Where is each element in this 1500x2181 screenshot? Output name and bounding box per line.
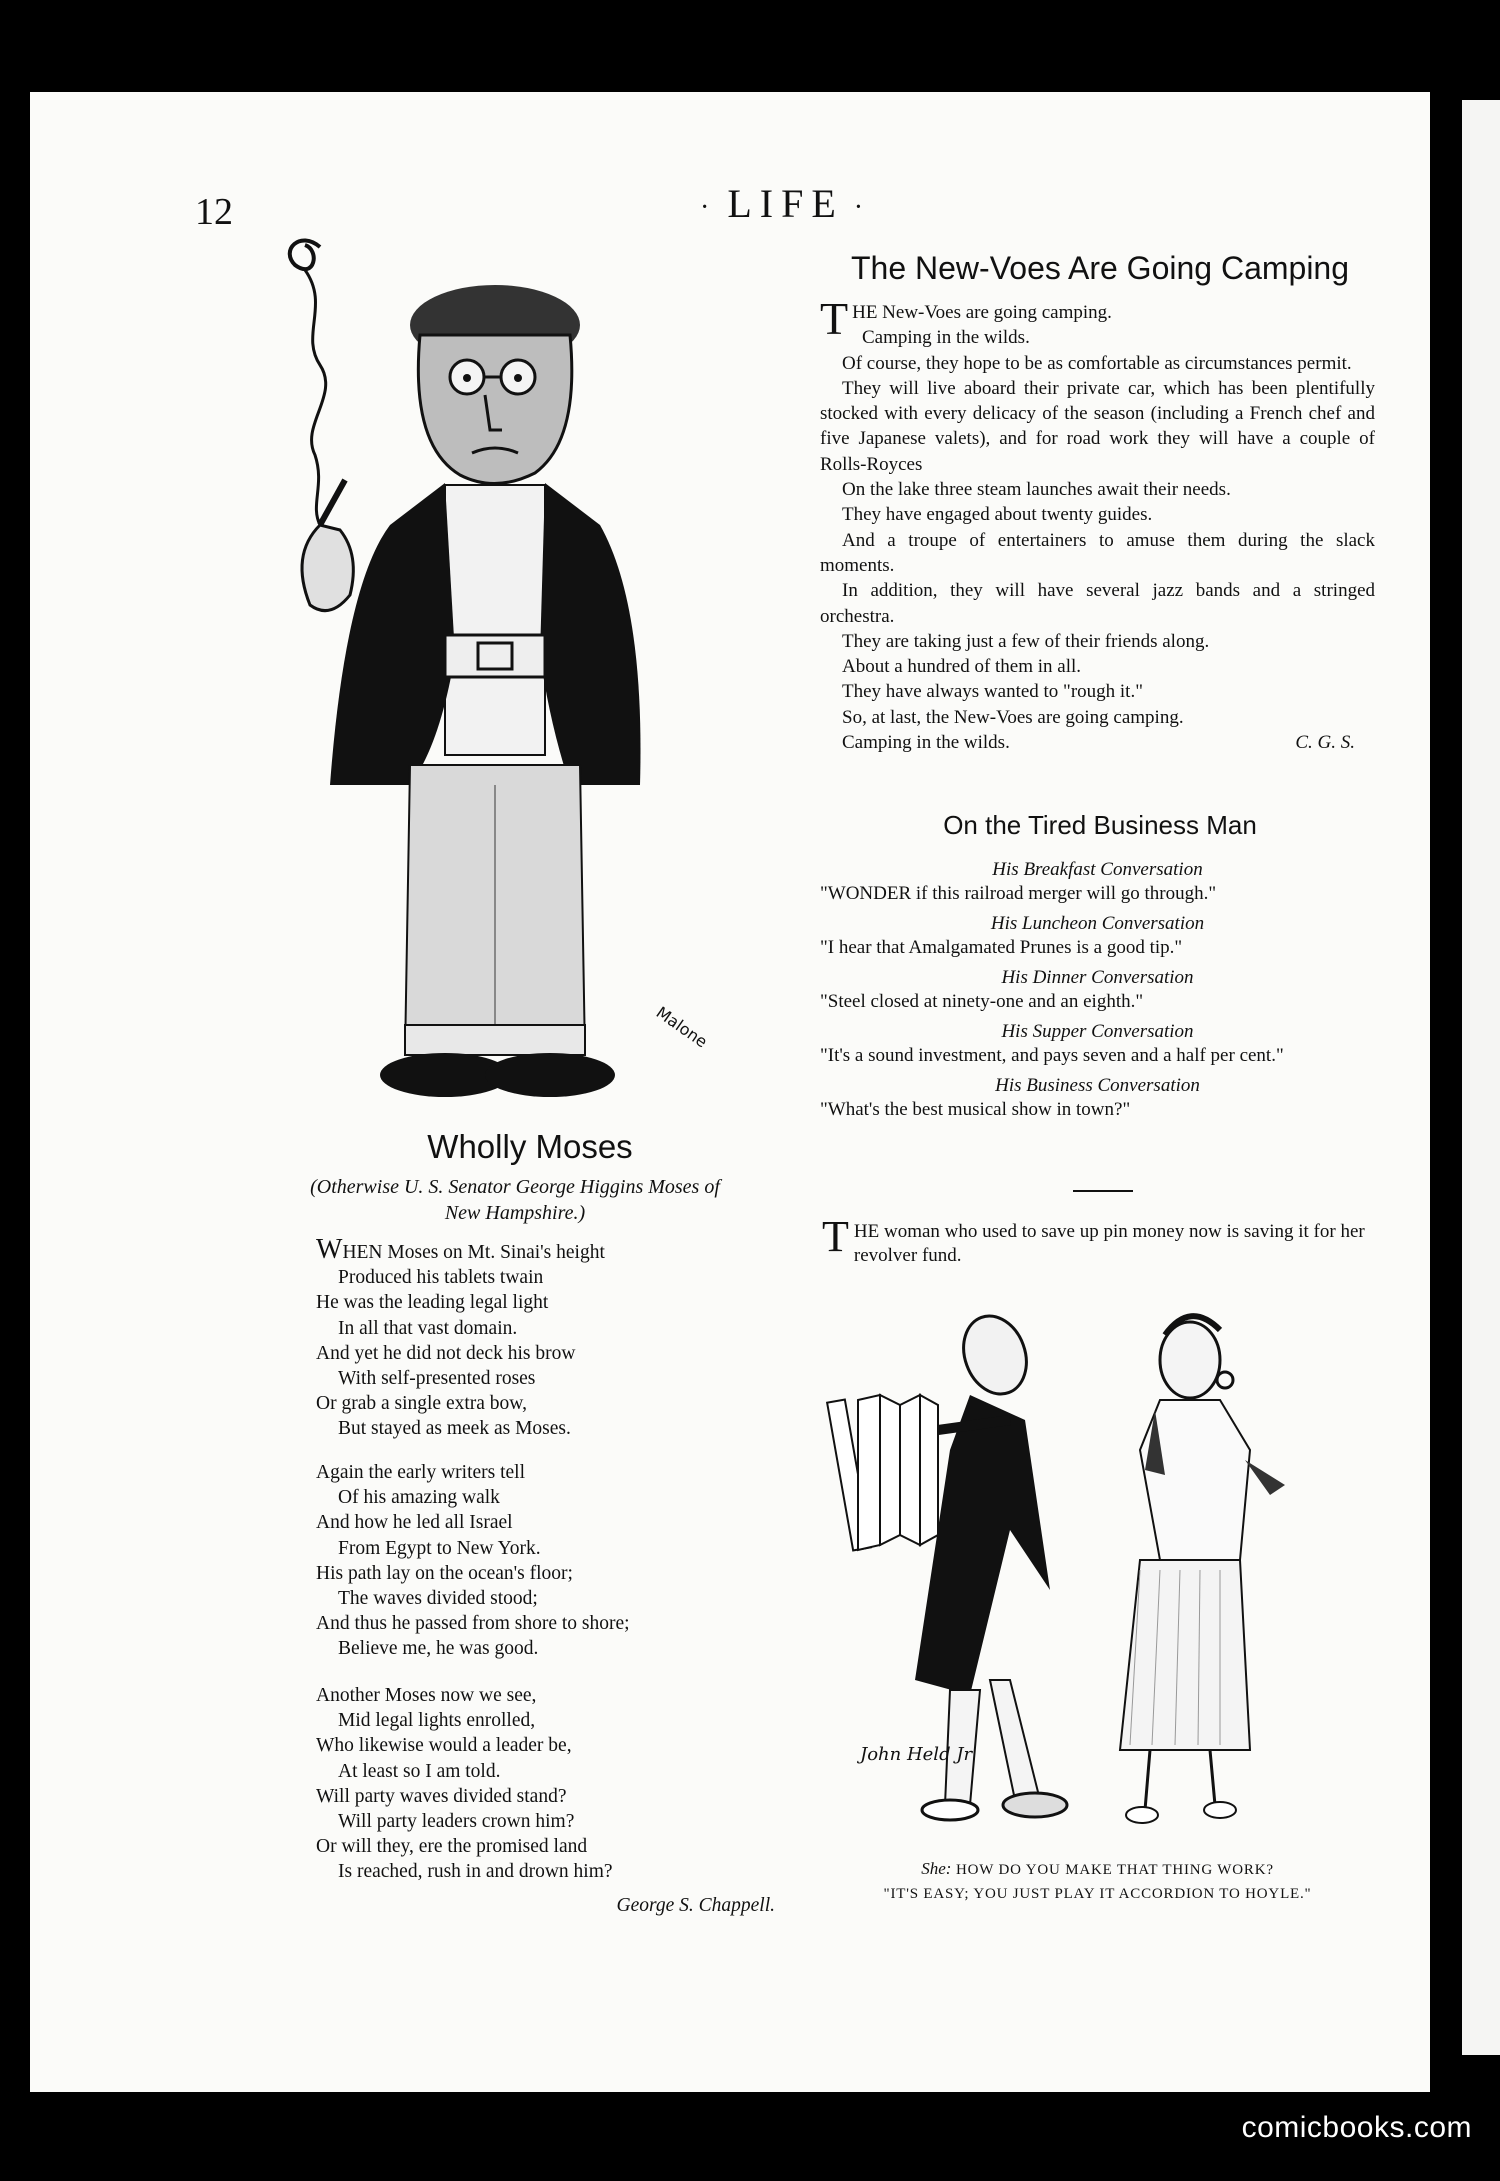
tired-heading: His Luncheon Conversation [990, 913, 1205, 934]
camping-last-line: Camping in the wilds. C. G. S. [820, 730, 1375, 755]
poem-line: His path lay on the ocean's floor; [316, 1562, 573, 1584]
section-divider [1073, 1190, 1133, 1192]
next-page-edge [1462, 100, 1500, 2055]
poem-line: Of his amazing walk [338, 1487, 500, 1509]
poem-line: Believe me, he was good. [338, 1638, 539, 1660]
revolver-fund-filler: THE woman who used to save up pin money now is saving it for her revolver fund. [822, 1212, 1365, 1266]
tired-quote: "It's a sound investment, and pays seven and a half per cent." [820, 1045, 1284, 1066]
poem-line: Or will they, ere the promised land [316, 1836, 588, 1858]
poem-line: WHEN Moses on Mt. Sinai's height [316, 1234, 605, 1265]
poem-line: And how he led all Israel [316, 1512, 513, 1534]
moses-stanza-1 [316, 1234, 776, 1442]
poem-line: In all that vast domain. [338, 1317, 518, 1339]
moses-stanza-2 [316, 1460, 776, 1662]
camping-title: The New-Voes Are Going Camping [850, 250, 1350, 286]
moses-caricature [260, 225, 720, 1145]
masthead [690, 180, 881, 227]
poem-line: The waves divided stood; [338, 1588, 538, 1610]
poem-line: He was the leading legal light [316, 1292, 549, 1314]
masthead-title: LIFE [727, 181, 844, 226]
watermark: comicbooks.com [1241, 2111, 1472, 2144]
camping-paragraph: On the lake three steam launches await their needs. [842, 479, 1231, 501]
camping-paragraph: So, at last, the New-Voes are going camping. [842, 706, 1184, 728]
moses-title: Wholly Moses [427, 1128, 633, 1165]
page-number: 12 [195, 191, 233, 233]
poem-line: At least so I am told. [338, 1760, 501, 1782]
poem-line: Who likewise would a leader be, [316, 1735, 572, 1757]
camping-paragraph: They will live aboard their private car, which has been plentifully stocked with every delicacy of the season (including a French chef and five Japanese valets), and for road work they will have a couple of Rolls-Royces [820, 377, 1375, 475]
camping-second-line: Camping in the wilds. [862, 327, 1030, 349]
camping-paragraph: In addition, they will have several jazz bands and a stringed orchestra. [820, 580, 1375, 627]
filler-dropcap: T [822, 1212, 849, 1261]
poem-line: From Egypt to New York. [338, 1537, 541, 1559]
poem-dropcap: W [316, 1234, 343, 1265]
camping-first-line: THE New-Voes are going camping. [820, 293, 1112, 344]
poem-line: Or grab a single extra bow, [316, 1393, 527, 1415]
poem-line: Mid legal lights enrolled, [338, 1710, 536, 1732]
moses-subtitle-line2: New Hampshire.) [444, 1202, 586, 1224]
cartoon-artist-signature: John Held Jr [860, 1744, 973, 1765]
moses-subtitle-line1: (Otherwise U. S. Senator George Higgins Moses of [310, 1176, 720, 1198]
caption-line-1: She: HOW DO YOU MAKE THAT THING WORK? [921, 1859, 1274, 1878]
tired-title: On the Tired Business Man [943, 810, 1257, 840]
poem-line: Will party leaders crown him? [338, 1811, 575, 1833]
tired-quote: "What's the best musical show in town?" [820, 1099, 1131, 1120]
moses-author: George S. Chappell. [616, 1895, 775, 1916]
poem-line: And thus he passed from shore to shore; [316, 1613, 630, 1635]
caption-line-2: "IT'S EASY; YOU JUST PLAY IT ACCORDION TO HOYLE." [883, 1886, 1312, 1902]
camping-signature: C. G. S. [1295, 732, 1355, 754]
tired-heading: His Breakfast Conversation [992, 859, 1203, 880]
camping-article [820, 293, 1375, 755]
masthead-dot-left: · [700, 191, 718, 223]
camping-paragraph: And a troupe of entertainers to amuse them during the slack moments. [820, 529, 1375, 576]
tired-quote: "WONDER if this railroad merger will go through." [820, 883, 1217, 904]
poem-line: With self-presented roses [338, 1368, 536, 1390]
poem-line: Will party waves divided stand? [316, 1785, 567, 1807]
camping-dropcap: T [820, 293, 849, 344]
moses-stanza-3 [316, 1683, 776, 1885]
cartoon-caption [820, 1857, 1375, 1906]
moses-artist-signature: Malone [652, 1002, 711, 1052]
poem-line: And yet he did not deck his brow [316, 1342, 576, 1364]
masthead-dot-right: · [853, 191, 872, 223]
tired-heading: His Dinner Conversation [1001, 967, 1194, 988]
camping-paragraph: About a hundred of them in all. [842, 656, 1082, 678]
tired-article [820, 852, 1375, 1122]
tired-heading: His Supper Conversation [1001, 1021, 1194, 1042]
poem-line: Produced his tablets twain [338, 1267, 544, 1289]
caption-speaker: She: [921, 1859, 952, 1878]
tired-quote: "Steel closed at ninety-one and an eighth." [820, 991, 1144, 1012]
poem-line: But stayed as meek as Moses. [338, 1418, 571, 1440]
tired-heading: His Business Conversation [995, 1075, 1200, 1096]
camping-paragraph: They have engaged about twenty guides. [842, 504, 1153, 526]
camping-paragraph: They have always wanted to "rough it." [842, 681, 1143, 703]
poem-line: Again the early writers tell [316, 1462, 526, 1483]
poem-line: Another Moses now we see, [316, 1685, 537, 1706]
accordion-cartoon [820, 1300, 1380, 1840]
moses-subtitle [230, 1174, 800, 1226]
poem-line: Is reached, rush in and drown him? [338, 1861, 613, 1883]
tired-quote: "I hear that Amalgamated Prunes is a good tip." [820, 937, 1183, 958]
camping-paragraph: Of course, they hope to be as comfortable as circumstances permit. [842, 352, 1352, 374]
camping-paragraph: They are taking just a few of their friends along. [842, 630, 1210, 652]
